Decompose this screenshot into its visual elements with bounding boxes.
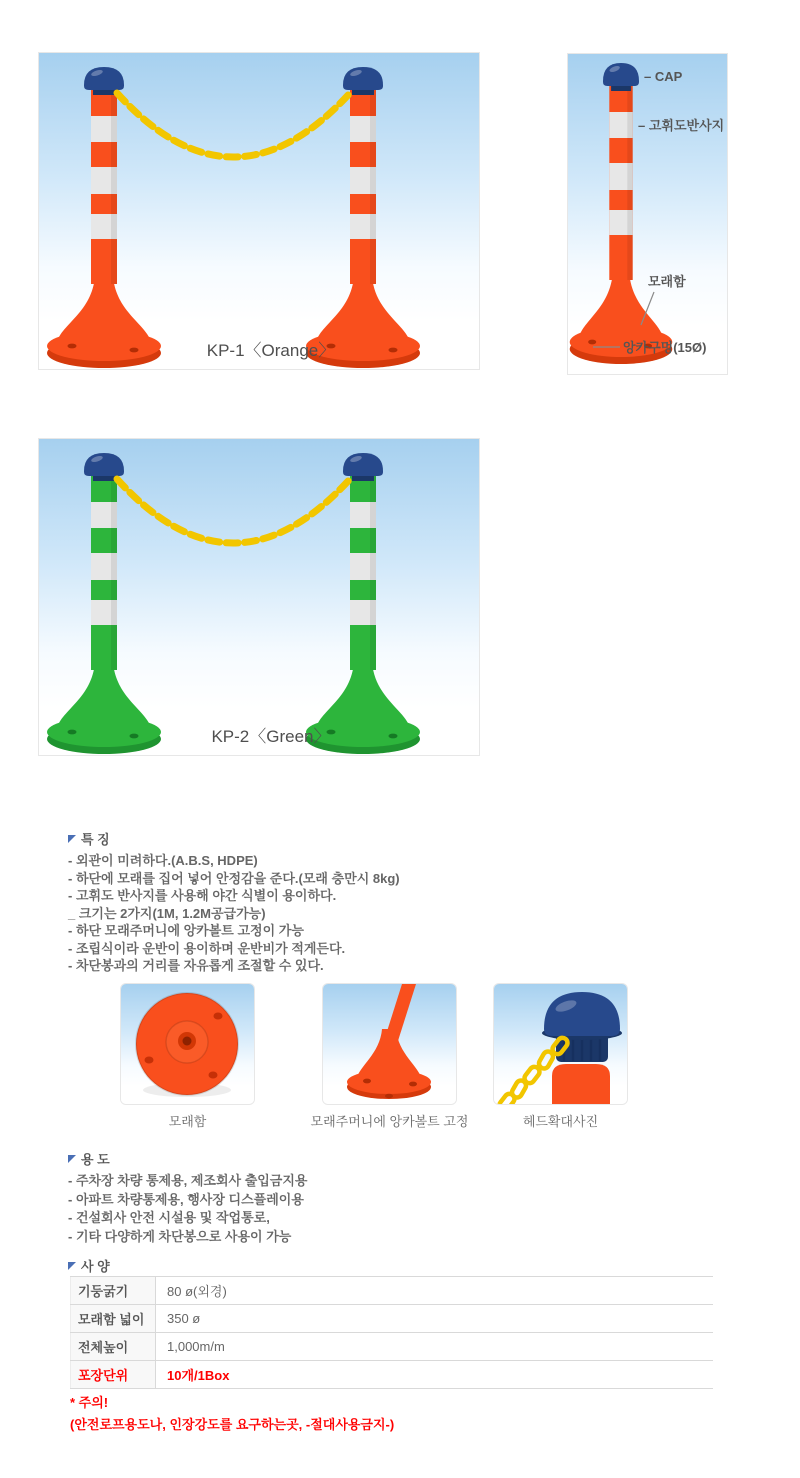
uses-list (68, 1172, 308, 1246)
anchor-hole (209, 1072, 218, 1079)
feature-item: - 조립식이라 운반이 용이하며 운반비가 적게든다. (68, 940, 346, 956)
anchor-hole (68, 344, 77, 349)
spec-label: 전체높이 (70, 1333, 156, 1360)
sandbox-center-hole (183, 1037, 192, 1046)
anchor-hole (130, 734, 139, 739)
anchor-hole (214, 1013, 223, 1020)
anchor-hole (588, 340, 596, 345)
warning-line2: (안전로프용도나, 인장강도를 요구하는곳, -절대사용금지-) (70, 1417, 395, 1432)
spec-label: 기둥굵기 (70, 1277, 156, 1304)
features-section (68, 829, 400, 975)
spec-value: 80 ø(외경) (167, 1284, 227, 1299)
anchor-annotation: 앙카구멍(15Ø) (623, 340, 707, 355)
sandbox-annotation: 모래함 (648, 274, 686, 289)
anchor-hole (389, 348, 398, 353)
use-item: - 기타 다양하게 차단봉으로 사용이 가능 (68, 1228, 292, 1244)
feature-item: - 차단봉과의 거리를 자유롭게 조절할 수 있다. (68, 958, 324, 973)
uses-section (68, 1149, 308, 1246)
use-item: - 주차장 차량 통제용, 제조회사 출입금지용 (68, 1173, 308, 1188)
uses-title (68, 1149, 308, 1168)
warning-line1: * 주의! (70, 1395, 109, 1410)
features-list (68, 852, 400, 975)
anchor-hole (409, 1082, 417, 1087)
annotated-post-illustration (568, 54, 727, 374)
anchor-hole (130, 348, 139, 353)
kp2-illustration (39, 439, 479, 755)
use-item: - 아파트 차량통제용, 행사장 디스플레이용 (68, 1191, 304, 1207)
section-flag-icon (68, 1155, 76, 1163)
section-flag-icon (68, 835, 76, 843)
detail-caption: 모래함 (168, 1114, 207, 1129)
spec-value: 350 ø (167, 1311, 201, 1326)
features-title (68, 829, 400, 848)
base-with-pole-illustration (323, 984, 456, 1104)
feature-item: _ 크기는 2가지(1M, 1.2M공급가능) (68, 905, 266, 921)
spec-row-total-height (70, 1333, 713, 1361)
anchor-hole (389, 734, 398, 739)
anchor-hole (68, 730, 77, 735)
spec-value: 10개/1Box (167, 1368, 230, 1383)
kp1-product-image (38, 52, 480, 370)
annotated-post-image (567, 53, 728, 375)
reflective-annotation: – 고휘도반사지 (638, 118, 725, 133)
feature-item: - 고휘도 반사지를 사용해 야간 식별이 용이하다. (68, 888, 337, 903)
anchor-hole (385, 1094, 393, 1098)
detail-photo-head (493, 983, 628, 1130)
spec-label: 포장단위 (70, 1361, 156, 1388)
cap-annotation: – CAP (644, 69, 683, 84)
kp2-label: KP-2〈Green〉 (211, 727, 331, 746)
head-closeup-illustration (494, 984, 627, 1104)
spec-row-pole-diameter (70, 1277, 713, 1305)
spec-row-packing-unit (70, 1361, 713, 1389)
specs-table (70, 1276, 713, 1389)
specs-title (68, 1256, 110, 1275)
specs-title-text: 사 양 (81, 1259, 110, 1274)
spec-value: 1,000m/m (167, 1339, 225, 1354)
detail-photo-anchor-base (310, 983, 469, 1130)
kp1-illustration (39, 53, 479, 369)
pole (552, 1064, 610, 1104)
specs-section-title (68, 1256, 110, 1275)
spec-row-base-width (70, 1305, 713, 1333)
kp2-product-image (38, 438, 480, 756)
feature-item: - 하단에 모래를 집어 넣어 안정감을 준다.(모래 충만시 8kg) (68, 870, 400, 886)
uses-title-text: 용 도 (81, 1152, 110, 1167)
detail-photo-sandbox (120, 983, 255, 1130)
anchor-hole (145, 1057, 154, 1064)
kp1-label: KP-1〈Orange〉 (206, 341, 336, 360)
feature-item: - 외관이 미려하다.(A.B.S, HDPE) (68, 853, 258, 868)
detail-caption: 모래주머니에 앙카볼트 고정 (310, 1114, 469, 1129)
warning-note (70, 1392, 394, 1436)
use-item: - 건설회사 안전 시설용 및 작업통로, (68, 1210, 270, 1225)
feature-item: - 하단 모래주머니에 앙카볼트 고정이 가능 (68, 923, 304, 938)
section-flag-icon (68, 1262, 76, 1270)
detail-caption: 헤드확대사진 (522, 1114, 599, 1129)
anchor-hole (363, 1079, 371, 1084)
sandbox-top-view-illustration (121, 984, 254, 1104)
spec-label: 모래함 넓이 (70, 1305, 156, 1332)
features-title-text: 특 징 (81, 832, 110, 847)
